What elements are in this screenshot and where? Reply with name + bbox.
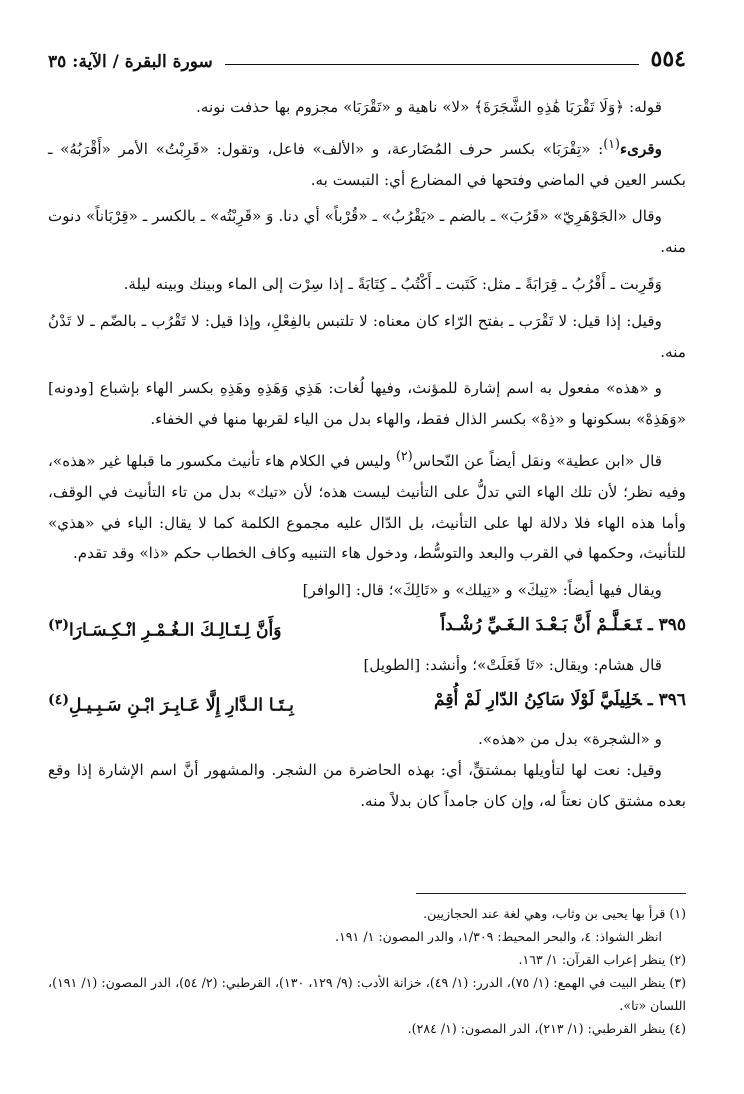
- paragraph: [48, 441, 686, 569]
- verse-number: ٣٩٥ ـ: [647, 615, 686, 636]
- footnote-marker: (٣): [48, 617, 70, 634]
- paragraph: قوله: ﴿وَلَا تَقْرَبَا هَٰذِهِ الشَّجَرَةَ﴾ «لا» ناهية و «تَقْرَبَا» مجزوم بها حذفت نونه.: [196, 98, 662, 116]
- poetry-verse-396: [48, 683, 686, 723]
- footnote-1-sources: انظر الشواذ: ٤، والبحر المحيط: ١/٣٠٩، والدر المصون: ١/ ١٩١.: [335, 929, 662, 944]
- verse-number: ٣٩٦ ـ: [647, 689, 686, 710]
- poetry-verse-395: [48, 608, 686, 648]
- reading-lead: وقرىء: [619, 139, 662, 158]
- paragraph: قال هشام: ويقال: «تَا فَعَلَتْ»؛ وأنشد: [الطويل]: [363, 655, 662, 674]
- paragraph-text: وليس في الكلام هاء تأنيث مكسور ما قبلها غير «هذه»، وفيه نظر؛ لأن تلك الهاء التي تدلُّ على التأنيث ليست هذه؛ لأن «تيك» بدل من تاء التأنيث في الوقف، وأما هذه الهاء فلا دلالة لها على التأنيث، بل الدّال عليه مجموع الكلمة كما لا يقال: الياء في «هذي» للتأنيث، وحكمها في القرب والبعد والتوسُّط، ودخول هاء التنبيه وكاف الخطاب حكم «ذا» وقد تقدم.: [48, 452, 686, 563]
- paragraph: و «هذه» مفعول به اسم إشارة للمؤنث، وفيها لُغات: هَذِي وَهَذِهِ وهَذِهِ بكسر الهاء بإشباع [ودونه] «وَهَذِهْ» بسكونها و «ذِهْ» بكسر الذال فقط، والهاء بدل من الياء لقربها منها في الخفاء.: [48, 379, 686, 429]
- paragraph: ويقال فيها أيضاً: «تِيكَ» و «تِيلك» و «تَالِكَ»؛ قال: [الوافر]: [302, 581, 662, 600]
- paragraph-text: : «تِقْرَبَا» بكسر حرف المُضَارعة، و «الألف» فاعل، وتقول: «قَرِبْتُ» الأمر «أَقْرَبُهُ» ـ بكسر العين في الماضي وفتحها في المضارع أي: التبست به.: [48, 139, 686, 189]
- paragraph: وَقَرِبت ـ أَقْرُبُ ـ قِرَابَةً ـ مثل: كَتَبت ـ أَكْتُبُ ـ كِتَابَةً ـ إذا سِرْت إلى الماء وبينك وبينه ليلة.: [123, 275, 662, 294]
- footnote-marker: (١): [603, 135, 620, 151]
- footnote-3: (٣) ينظر البيت في الهمع: (١/ ٧٥)، الدرر: (١/ ٤٩)، خزانة الأدب: (٩/ ١٢٩، ١٣٠)، القرطبي: (٢/ ٥٤)، الدر المصون: (١/ ١٩١)، اللسان «تا».: [48, 975, 687, 1013]
- verse-second-hemistich: بِـتَـا الـدَّارِ إِلَّا عَـابِـرَ ابْـنِ سَـبِـيـلِ: [69, 695, 294, 716]
- paragraph: و «الشجرة» بدل من «هذه».: [477, 730, 662, 749]
- page-number: ٥٥٤: [650, 46, 686, 72]
- page-header: [48, 40, 686, 72]
- paragraph: وقال «الجَوْهَرِيّ» «قَرُبَ» ـ بالضم ـ «يَقْرُبُ» ـ «قُرْباً» أي دنا. وَ «قَرِبْتُه» ـ بالكسر ـ «قِرْبَاناً» دنوت منه.: [48, 207, 686, 257]
- verse-first-hemistich: تَـعَـلَّـمْ أَنَّ بَـعْـدَ الـغَـيِّ رُشْـداً: [440, 615, 642, 636]
- footnote-marker: (٢): [395, 448, 413, 464]
- verse-second-hemistich: وَأَنَّ لِـتَـالِـكَ الـغُـمْـرِ انْـكِـسَـارَا: [69, 620, 282, 641]
- verse-first-hemistich: خَلِيلَيَّ لَوْلَا سَاكِنُ الدّارِ لَمْ أُقِمْ: [434, 689, 642, 710]
- footnote-marker: (٤): [48, 691, 70, 708]
- footnote-separator: [416, 893, 686, 894]
- paragraph: وقيل: إذا قيل: لا تَقْرَب ـ بفتح الرّاء كان معناه: لا تلتبس بالفِعْلِ، وإذا قيل: لا تَقْرُب ـ بالضّم ـ لا تَدْنُ منه.: [48, 311, 686, 361]
- running-title: سورة البقرة / الآية: ٣٥: [48, 52, 213, 72]
- footnote-2: (٢) ينظر إعراب القرآن: ١/ ١٦٣.: [518, 952, 686, 967]
- footnote-4: (٤) ينظر القرطبي: (١/ ٢١٣)، الدر المصون: (١/ ٢٨٤).: [407, 1021, 686, 1036]
- paragraph: وقيل: نعت لها لتأويلها بمشتقٍّ، أي: بهذه الحاضرة من الشجر. والمشهور أنَّ اسم الإشارة إذا وقع بعده مشتق كان نعتاً له، وإن كان جامداً كان بدلاً منه.: [48, 760, 686, 810]
- paragraph: [48, 129, 686, 196]
- header-rule: [225, 64, 639, 65]
- paragraph-text: قال «ابن عطية» ونقل أيضاً عن النّحاس: [412, 452, 663, 471]
- footnote-1: (١) قرأ بها يحيى بن وثاب، وهي لغة عند الحجازيين.: [423, 906, 686, 921]
- footnotes: [48, 902, 686, 1040]
- main-text: [48, 92, 686, 823]
